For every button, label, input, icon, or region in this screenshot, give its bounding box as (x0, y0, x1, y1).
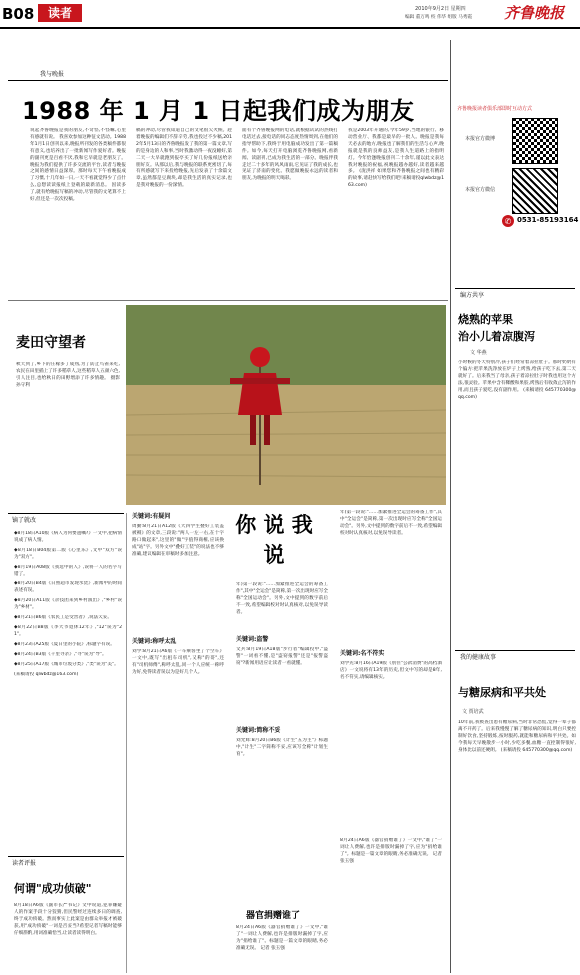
feedback-item: ◆8月21日B6版《农民工是受害者》,说法欠妥。 (14, 615, 112, 621)
masthead (0, 0, 580, 26)
keyword-body: 文兵:8月19日A18版"步行者"编辑投中,"盗警"一词看不懂,是"盗窃报警"还是"报警盗窃"?新闻用语应让读者一看就懂。 (236, 647, 328, 666)
wechat-qr-code[interactable] (512, 168, 558, 214)
keyword-label: 关键词:有疑问 (132, 513, 171, 520)
section-badge (38, 4, 82, 22)
phone-icon: ✆ (502, 215, 514, 227)
lead-column-tag: 我与晚报 (40, 71, 65, 78)
review-body: 8月18日A6版《副市长严书记》文中说道,犯罪嫌疑人的作案手段十分狡猾,但民警经过连续多日的调查,终于成功侦破。然而事实上此案是由群众举报才被破获,用"成功侦破"一词是否妥当?希望记者写稿时能够仔细斟酌,用词准确恰当,让读者读得明白。 (14, 903, 122, 936)
lead-bottom-rule (8, 300, 448, 301)
right-main-divider (450, 40, 451, 973)
feedback-item: ◆8月23日A25版《夏日里的小院》,标题字有误。 (14, 641, 115, 647)
feedback-item: ◆8月20日A11版《杂技团来到乡村演出》,"乡村"误为"乡材"。 (14, 598, 122, 611)
wechat-label: 本报官方微信 (465, 187, 496, 193)
apple-article-title: 烧熟的苹果 (458, 313, 513, 326)
apple-article-author: 文 华燕 (470, 350, 487, 356)
photo-scene (126, 305, 446, 505)
keyword-label: 关键词:称呼太乱 (132, 638, 177, 645)
trailer-right-body: 8月24日A6版《器官捐赠谁了》一文中,"谁了"一词让人费解,也许是排版时漏掉了字,应为"捐给谁了"。标题是一篇文章的眼睛,务必准确无误。 记者 张玉强 (340, 838, 442, 864)
feedback-item: ◆8月25日A17版《城市垃圾分类》,"类"误为"美"。 (14, 661, 119, 667)
organ-article-title: 器官捐赠谁了 (246, 911, 301, 921)
words-col-right (340, 510, 442, 830)
photo-title: 麦田守望者 (16, 335, 86, 351)
review-top-rule (8, 856, 124, 857)
diabetes-article-title: 与糖尿病和平共处 (458, 686, 546, 699)
diabetes-article-body: 10年前,我被查出患有糖尿病,当时非常恐慌,觉得一辈子都离不开药了。后来我慢慢了解了糖尿病的知识,明白只要控制好饮食,坚持锻炼,按时服药,就能和糖尿病和平共处。如今我每天早晚散步一小时,少吃多餐,血糖一直控制得很好,身体比以前还硬朗。 (来稿请投 645770300@qq.com) (458, 720, 576, 753)
keyword-label: 关键词:盗警 (236, 636, 269, 643)
qr-title: 齐鲁晚报读者俱乐部即时互动方式 (457, 106, 533, 112)
masthead-rule (0, 27, 580, 29)
feedback-top-rule (8, 513, 124, 514)
scarecrow-photo (126, 305, 446, 505)
feedback-item: ◆8月18日A10版《病人为何要遗嘱?》一文中,把病情说成了病人情。 (14, 531, 122, 543)
keyword-body: 刘允辉:8月20日B6版《计生"五为主"》标题中,"计生"二字简称不妥,应该写全称"计划生育"。 (236, 738, 328, 757)
lead-col-4: 我是2003年开通的,今年59岁,当地的银行、移动营业厅、我都是最早的一批人。晚报是我每天必去的地方,晚报也了解我们的生活与心声,晚报就是我的良师益友,是我人生道路上的指明灯。今年恰逢晚报创刊二十余年,谨以此文表达我对晚报的祝福,祝晚报越办越好,读者越来越多。 (庞洪祥 如果您和齐鲁晚报之间也有精彩的故事,请赶快写给我们吧!来稿请投qlwbdz@163.com) (348, 128, 444, 189)
keyword-label: 关键词:名不符实 (340, 650, 385, 657)
section-name: 读者 (47, 6, 72, 20)
weibo-qr-code[interactable] (512, 118, 558, 164)
feedback-item: ◆8月24日B3版《千里寻亲》,"寻"误为"导"。 (14, 651, 107, 657)
hotline-number: 0531-85193164 (517, 216, 579, 224)
review-tag: 读者评报 (12, 860, 37, 867)
page-number: B08 (2, 5, 35, 23)
weibo-label: 本报官方微博 (465, 136, 496, 142)
lead-headline: 1988 年 1 月 1 日起我们成为朋友 (22, 97, 415, 125)
keyword-body: 刘学先:8月16日A19版《别住"公款消费"的高档酒店》一文说将有13年的历史,但文中写的却是8年,名不符实,请编辑核实。 (340, 661, 442, 680)
feedback-item: ◆8月22日B8版《李大爷退休12年》,"12"误为"21"。 (14, 624, 122, 637)
feedback-contact: (来稿请投 qlwbdz@163.com) (14, 671, 79, 677)
words-title: 你 说 我 说 (235, 513, 313, 567)
feedback-item: ◆8月19日A08版《我选中的人》,误将一人的名字写错了。 (14, 564, 122, 577)
review-headline: 何谓"成功侦破" (14, 882, 92, 895)
sidebar-tag2-rule (455, 650, 575, 651)
apple-article-subtitle: 治小儿着凉腹泻 (458, 330, 535, 343)
apple-article-body: 小时候的冬天特别冷,孩子们经常着凉拉肚子。那时奶奶有个偏方:把苹果洗净放在炉子上烤熟,给孩子吃下去,第二天就好了。后来我当了母亲,孩子着凉拉肚子时我也用这个方法,很灵验。苹果中含有鞣酸和果胶,烤熟后有收敛止泻的作用,而且孩子爱吃,没有副作用。 (来稿请投 645770300@qq.com) (458, 360, 576, 400)
sidebar-tag1-rule (455, 288, 575, 289)
lead-col-3: 面有个齐鲁晚报网的电话,就根据试试的热线打电话过去,接电话的同志态度热情周到,在他们的指导帮助下,我终于用电脑成功发出了第一篇稿件。如今,每天打开电脑浏览齐鲁晚报网,看新闻、读副刊,已成为我生活的一部分。晚报伴我走过二十多年的风风雨雨,它见证了我的成长,也见证了济南的变化。我愿做晚报永远的读者和朋友,为晚报的明天喝彩。 (242, 128, 338, 182)
lead-top-rule (8, 80, 448, 81)
feedback-list (14, 531, 122, 851)
organ-article-body: 8月24日A6版《器官捐赠谁了》一文中,"谁了"一词让人费解,也许是排版时漏掉了字,应为"捐给谁了"。标题是一篇文章的眼睛,务必准确无误。 记者 张玉强 (236, 925, 328, 951)
diabetes-article-author: 文 贾培武 (462, 709, 484, 715)
keyword-label: 关键词:简称不妥 (236, 727, 281, 734)
keyword-body: 年)第一段说:"……加紧推进全运会的筹备工作",其中"全运会"是简称,第一次出现时应写全称"全国运动会"。另外,文中提到的数字前后不一致,希望编辑校对时认真核对,以免误导读者。 (236, 582, 328, 615)
words-col-left (132, 510, 224, 973)
sidebar-tag1: 编方共享 (460, 292, 485, 299)
keyword-body: 周勤:8月21日A12版《大四学生叠好工装盖被褥》的文章,三段说:"两人一左一右,在十字路口做起来",这里的"做"字值得商榷,应该换成"站"字。另外文中"叠好工装"的说法也不够准确,建议编辑在审稿时多加注意。 (132, 524, 224, 557)
masthead-date: 2010年9月2日 星期四 (415, 6, 466, 12)
keyword-body: 刘学:8月21日A6版《一车乘客坐了个空车》一文中,既写"出租车司机",又称"的哥",还有"司机师傅",称呼太乱,同一个人应统一称呼为好,免得读者误以为是好几个人。 (132, 649, 224, 675)
lead-col-2: 稿的冲动,尽管我知道自己的文笔很欠火候。趁着晚报的编辑们不辞辛劳,我也投过不少稿,2012年5月13日的齐鲁晚报发了我的第一篇文章,写的是身边的人和事,当时我激动得一夜没睡好,第二天一大早就跑到报亭买了好几份报纸送给亲朋好友。从那以后,我与晚报的联系更密切了,每有所感就写下来投给晚报,先后发表了十余篇文章,虽然都是豆腐块,却是我生活的真实记录,也是我对晚报的一份深情。 (136, 128, 232, 189)
feedback-tag: 镝了就改 (12, 517, 37, 524)
left-column-divider (126, 513, 127, 973)
feedback-item: ◆8月20日B4版《日照超市发现水货》,新闻中的时间表述有误。 (14, 581, 122, 594)
newspaper-logo: 齐鲁晚报 (504, 4, 565, 22)
photo-caption: 秋天到了,乡下的庄稼多了成熟,为了防止鸟雀来吃,农民在田里插上了许多稻草人,这些稻草人五颜六色,引人注目,也给秋日的田野增添了许多情趣。 摄影 孙守利 (16, 362, 120, 388)
feedback-item: ◆8月18日B04版第二版《心里乐》,文中"双方"误为"双方"。 (14, 547, 122, 560)
keyword-body: 年)第一段说:"……加紧推进全运会的筹备工作",其中"全运会"是简称,第一次出现时应写全称"全国运动会"。另外,文中提到的数字前后不一致,希望编辑校对时认真核对,以免误导读者。 (340, 510, 442, 536)
lead-col-1: 说起齐鲁晚报是我的朋友,不奇怪,不怪嘛,心里有感就有说。 我喜欢参加这种征文活动。1988年1月1日创刊以来,晚报所刊发的各类稿件都很有意义,也培养出了一批新闻写作爱好者。晚报的副刊更是百看不厌,我和它早就是老朋友了。晚报为我们提供了许多交流的平台,读者与晚报之间的感情日益深厚。那时每天下午看晚报成了习惯,十几年如一日,一天不看就觉得少了点什么,总想读读报纸上登载的最新消息。 因读多了,就有给晚报写稿的冲动,尽管我的文笔算不上好,但还是一次次投稿。 (30, 128, 126, 203)
sidebar-tag2: 我的健康故事 (460, 654, 497, 661)
masthead-editors: 编辑 董万鸣 校 伟华 组版 马秀霞 (405, 15, 473, 20)
